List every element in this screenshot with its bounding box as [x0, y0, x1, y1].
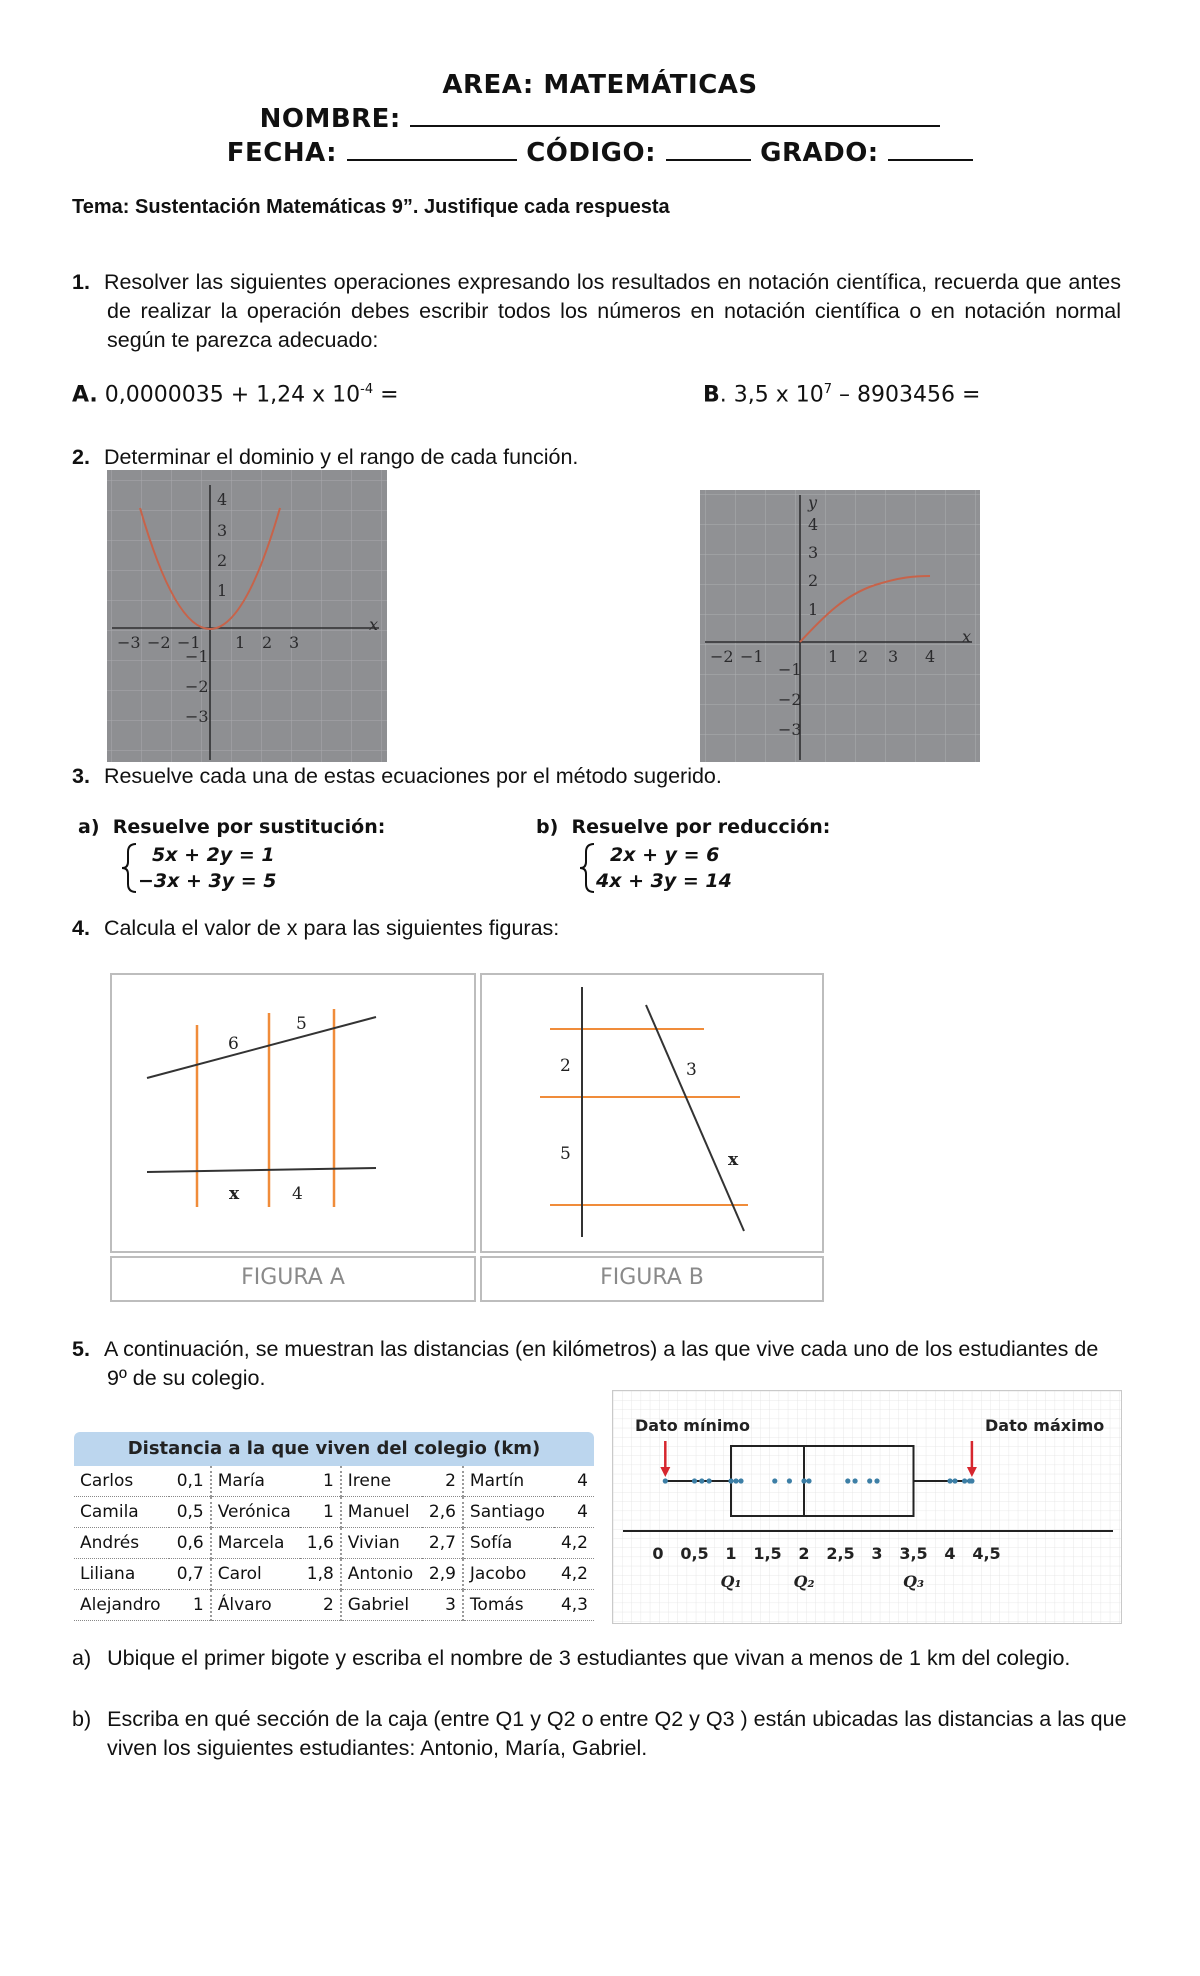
g2-ytick-3: 3 — [808, 543, 819, 562]
q2-text: Determinar el dominio y el rango de cada función. — [103, 445, 579, 469]
g1-xtick-m3: −3 — [117, 633, 141, 652]
g2-xtick-2: 2 — [858, 647, 869, 666]
student-distance: 1,6 — [300, 1528, 341, 1559]
boxplot-q2-label: Q₂ — [793, 1572, 815, 1591]
boxplot-q3-label: Q₃ — [903, 1572, 924, 1591]
data-point — [728, 1478, 733, 1483]
data-point — [867, 1478, 872, 1483]
codigo-label: CÓDIGO: — [526, 138, 656, 168]
figure-a — [110, 973, 476, 1253]
q3-a-label: a) — [78, 816, 100, 838]
graph-1 — [107, 470, 387, 762]
boxplot-tick-label: 3 — [871, 1544, 883, 1563]
q4-text: Calcula el valor de x para las siguientes figuras: — [103, 916, 560, 940]
q3-a-eq2: −3x + 3y = 5 — [138, 870, 277, 892]
g2-xtick-1: 1 — [828, 647, 839, 666]
g2-ytick-m3: −3 — [778, 720, 802, 739]
data-point — [853, 1478, 858, 1483]
q4-number: 4. — [72, 916, 90, 940]
student-distance: 2,6 — [422, 1497, 463, 1528]
fecha-line — [0, 138, 1200, 168]
q5-a-label: a) — [72, 1646, 92, 1670]
g2-xtick-m1: −1 — [740, 647, 764, 666]
g1-ytick-4: 4 — [217, 490, 228, 509]
fig-b-label-x: x — [728, 1150, 739, 1170]
data-point — [969, 1478, 974, 1483]
data-point — [699, 1478, 704, 1483]
student-name: Alejandro — [74, 1590, 169, 1621]
g2-xtick-4: 4 — [925, 647, 936, 666]
g1-xtick-2: 2 — [262, 633, 273, 652]
student-distance: 4 — [554, 1466, 594, 1497]
student-distance: 1 — [169, 1590, 210, 1621]
g1-xtick-m2: −2 — [147, 633, 171, 652]
g2-ytick-m2: −2 — [778, 690, 802, 709]
q1-a — [72, 382, 399, 407]
student-distance: 4 — [554, 1497, 594, 1528]
q5-a-text: Ubique el primer bigote y escriba el nombre de 3 estudiantes que vivan a menos de 1 km del colegio. — [107, 1646, 1071, 1670]
q5-b-text: Escriba en qué sección de la caja (entre Q1 y Q2 o entre Q2 y Q3 ) están ubicadas las distancias a las que viven los siguientes estudiantes: Antonio, María, Gabriel. — [107, 1707, 1127, 1760]
student-name: Irene — [341, 1466, 422, 1497]
g1-ytick-m3: −3 — [185, 707, 209, 726]
graph-1-svg — [107, 470, 387, 762]
nombre-line — [0, 104, 1200, 134]
g1-ytick-2: 2 — [217, 551, 228, 570]
fecha-blank[interactable] — [347, 139, 517, 161]
student-distance: 2,9 — [422, 1559, 463, 1590]
student-name: Verónica — [211, 1497, 300, 1528]
boxplot-tick-label: 0 — [652, 1544, 664, 1563]
q3-b-title-text: Resuelve por reducción: — [571, 816, 831, 838]
q3-b-eq1: 2x + y = 6 — [610, 844, 720, 866]
fig-a-label-5: 5 — [296, 1014, 307, 1034]
grado-blank[interactable] — [888, 139, 973, 161]
q1-a-label: A. — [72, 382, 98, 408]
area-title: AREA: MATEMÁTICAS — [442, 70, 758, 100]
data-point — [733, 1478, 738, 1483]
q1-b — [703, 382, 980, 407]
fig-a-transversal-bottom — [147, 1168, 376, 1172]
g2-ytick-2: 2 — [808, 571, 819, 590]
q3-b-system — [596, 842, 732, 894]
data-point — [707, 1478, 712, 1483]
data-point — [874, 1478, 879, 1483]
boxplot-svg — [613, 1391, 1121, 1623]
g2-ytick-4: 4 — [808, 515, 819, 534]
student-name: Camila — [74, 1497, 169, 1528]
boxplot-tick-label: 1 — [725, 1544, 737, 1563]
student-name: Carol — [211, 1559, 300, 1590]
q1-a-exp: -4 — [360, 382, 374, 397]
figure-b — [480, 973, 824, 1253]
student-name: Marcela — [211, 1528, 300, 1559]
fig-b-label-5: 5 — [560, 1144, 571, 1164]
student-name: Jacobo — [463, 1559, 554, 1590]
data-point — [806, 1478, 811, 1483]
table-row — [74, 1590, 594, 1621]
boxplot — [612, 1390, 1122, 1624]
data-point — [772, 1478, 777, 1483]
table-row — [74, 1497, 594, 1528]
g1-xtick-1: 1 — [235, 633, 246, 652]
q3-b-label: b) — [536, 816, 559, 838]
g1-x-label: x — [369, 615, 379, 634]
student-distance: 1,8 — [300, 1559, 341, 1590]
data-point — [962, 1478, 967, 1483]
q1-b-exp: 7 — [823, 382, 833, 397]
student-distance: 0,1 — [169, 1466, 210, 1497]
boxplot-tick-label: 4,5 — [972, 1544, 1001, 1563]
student-distance: 0,5 — [169, 1497, 210, 1528]
g1-ytick-3: 3 — [217, 521, 228, 540]
figure-b-svg — [482, 975, 822, 1251]
q1-statement — [72, 268, 1121, 355]
table-row — [74, 1528, 594, 1559]
fecha-label: FECHA: — [226, 138, 338, 168]
fig-b-transversal-right — [646, 1005, 744, 1231]
boxplot-min-label: Dato mínimo — [635, 1416, 750, 1435]
grado-label: GRADO: — [760, 138, 879, 168]
student-name: Álvaro — [211, 1590, 300, 1621]
q1-b-tail: – 8903456 = — [832, 382, 981, 408]
figure-a-label: FIGURA A — [110, 1256, 476, 1302]
student-name: Sofía — [463, 1528, 554, 1559]
data-point — [801, 1478, 806, 1483]
data-point — [663, 1478, 668, 1483]
table-row — [74, 1466, 594, 1497]
boxplot-tick-label: 2,5 — [826, 1544, 855, 1563]
figure-b-label: FIGURA B — [480, 1256, 824, 1302]
nombre-blank[interactable] — [410, 105, 940, 127]
fig-a-label-4: 4 — [292, 1184, 303, 1204]
student-distance: 0,7 — [169, 1559, 210, 1590]
g2-xtick-3: 3 — [888, 647, 899, 666]
student-name: Andrés — [74, 1528, 169, 1559]
distance-table — [74, 1432, 594, 1621]
q2-statement — [72, 443, 578, 472]
student-name: Martín — [463, 1466, 554, 1497]
q3-a-title-text: Resuelve por sustitución: — [112, 816, 386, 838]
fig-b-label-3: 3 — [686, 1060, 697, 1080]
fig-b-label-2: 2 — [560, 1056, 571, 1076]
tema: Tema: Sustentación Matemáticas 9”. Justifique cada respuesta — [72, 196, 670, 218]
q3-a-title — [78, 816, 385, 838]
q1-number: 1. — [72, 270, 90, 294]
g2-ytick-1: 1 — [808, 600, 819, 619]
q1-b-label: B — [703, 382, 720, 408]
data-point — [738, 1478, 743, 1483]
q3-number: 3. — [72, 764, 90, 788]
q3-b-title — [536, 816, 830, 838]
data-point — [787, 1478, 792, 1483]
q2-number: 2. — [72, 445, 90, 469]
distance-table-title: Distancia a la que viven del colegio (km) — [74, 1432, 594, 1466]
q1-a-tail: = — [373, 382, 399, 408]
graph-2-grid — [700, 490, 980, 762]
student-distance: 4,2 — [554, 1528, 594, 1559]
student-distance: 3 — [422, 1590, 463, 1621]
q1-text: Resolver las siguientes operaciones expresando los resultados en notación científica, recuerda que antes de realizar la operación debes escribir todos los números en notación científica o en notación normal según te parezca adecuado: — [103, 270, 1121, 352]
q5-b — [72, 1705, 1167, 1763]
boxplot-q1-label: Q₁ — [720, 1572, 742, 1591]
q4-statement — [72, 914, 559, 943]
student-name: Liliana — [74, 1559, 169, 1590]
student-name: Gabriel — [341, 1590, 422, 1621]
g2-y-label: y — [808, 493, 818, 512]
q3-statement — [72, 762, 722, 791]
fig-a-label-6: 6 — [228, 1034, 239, 1054]
student-name: Santiago — [463, 1497, 554, 1528]
g2-ytick-m1: −1 — [778, 660, 802, 679]
g1-ytick-1: 1 — [217, 581, 228, 600]
q3-a-system — [138, 842, 277, 894]
boxplot-tick-label: 0,5 — [680, 1544, 709, 1563]
data-point — [947, 1478, 952, 1483]
q5-number: 5. — [72, 1337, 90, 1361]
student-name: Vivian — [341, 1528, 422, 1559]
q1-a-expr: 0,0000035 + 1,24 x 10 — [104, 382, 361, 408]
q3-b-brace — [578, 842, 598, 894]
boxplot-max-label: Dato máximo — [985, 1416, 1105, 1435]
nombre-label: NOMBRE: — [259, 104, 401, 134]
student-name: Tomás — [463, 1590, 554, 1621]
graph-1-grid — [107, 470, 387, 762]
student-name: Manuel — [341, 1497, 422, 1528]
q5-a — [72, 1644, 1167, 1673]
table-row — [74, 1559, 594, 1590]
boxplot-tick-label: 4 — [944, 1544, 956, 1563]
fig-a-transversal-top — [147, 1017, 376, 1078]
distance-table-grid — [74, 1466, 594, 1621]
student-distance: 2 — [422, 1466, 463, 1497]
q5-statement — [72, 1335, 1107, 1393]
student-name: Antonio — [341, 1559, 422, 1590]
q5-b-label: b) — [72, 1707, 92, 1731]
student-distance: 4,2 — [554, 1559, 594, 1590]
student-distance: 2,7 — [422, 1528, 463, 1559]
student-name: Carlos — [74, 1466, 169, 1497]
q1-b-expr: . 3,5 x 10 — [719, 382, 824, 408]
student-distance: 2 — [300, 1590, 341, 1621]
q3-b-eq2: 4x + 3y = 14 — [596, 870, 732, 892]
g2-x-label: x — [962, 627, 972, 646]
student-distance: 0,6 — [169, 1528, 210, 1559]
q5-text: A continuación, se muestran las distancias (en kilómetros) a las que vive cada uno de los estudiantes de 9º de su colegio. — [103, 1337, 1099, 1390]
g1-xtick-m1: −1 — [177, 633, 201, 652]
codigo-blank[interactable] — [666, 139, 751, 161]
g1-ytick-m2: −2 — [185, 677, 209, 696]
student-name: María — [211, 1466, 300, 1497]
graph-2 — [700, 490, 980, 762]
g1-xtick-3: 3 — [289, 633, 300, 652]
fig-a-label-x: x — [229, 1184, 240, 1204]
student-distance: 1 — [300, 1466, 341, 1497]
g1-ytick-m1: −1 — [185, 647, 209, 666]
boxplot-tick-label: 3,5 — [899, 1544, 928, 1563]
data-point — [692, 1478, 697, 1483]
q3-a-eq1: 5x + 2y = 1 — [152, 844, 275, 866]
q3-a-brace — [120, 842, 140, 894]
student-distance: 4,3 — [554, 1590, 594, 1621]
data-point — [845, 1478, 850, 1483]
boxplot-tick-label: 1,5 — [753, 1544, 782, 1563]
graph-2-svg — [700, 490, 980, 762]
g2-xtick-m2: −2 — [710, 647, 734, 666]
q3-text: Resuelve cada una de estas ecuaciones por el método sugerido. — [103, 764, 722, 788]
figure-a-svg — [112, 975, 474, 1251]
data-point — [952, 1478, 957, 1483]
student-distance: 1 — [300, 1497, 341, 1528]
boxplot-tick-label: 2 — [798, 1544, 810, 1563]
